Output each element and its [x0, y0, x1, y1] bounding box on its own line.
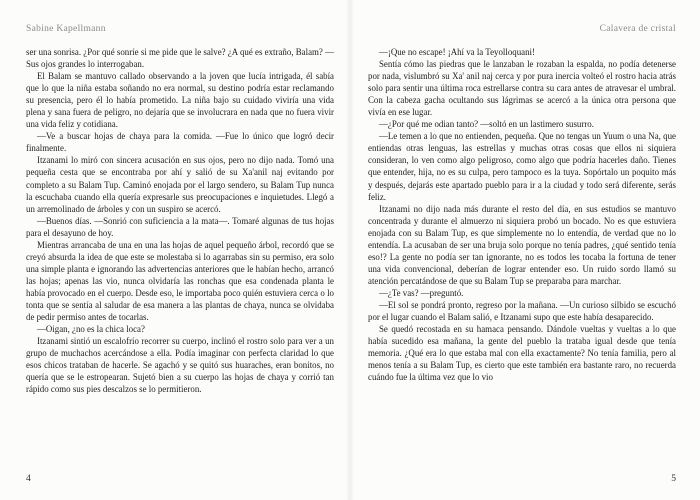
paragraph: Sentía cómo las piedras que le lanzaban le rozaban la espalda, no podía detenerse por nada, vislumbró su Xa' anil naj cerca y por pura inercia volteó el rostro hacia atrás solo para sentir una última roca estrellarse contra su cara antes de atravesar el umbral. Con la cabeza gacha ocultando sus lágrimas se acercó a la única otra persona que vivía en ese lugar. [368, 59, 676, 118]
page-number-right: 5 [671, 474, 676, 484]
right-page [366, 0, 678, 500]
running-head-author: Sabine Kapellmann [26, 24, 106, 34]
paragraph: —Ve a buscar hojas de chaya para la comida. —Fue lo único que logró decir finalmente. [26, 131, 334, 154]
left-page [24, 0, 336, 500]
paragraph: —¿Te vas? —preguntó. [379, 287, 464, 298]
page-number-left: 4 [26, 474, 31, 484]
paragraph: Itzanami no dijo nada más durante el resto del día, en sus estudios se mantuvo concentrada y durante el almuerzo ni siquiera probó un bocado. No es que estuviera enojada con su Balam Tup, es que simplemente no lo entendía, de verdad que no lo entendía. La acusaban de ser una bruja solo porque no tenía padres, ¿qué sentido tenía eso!? La gente no podía ser tan ignorante, no es todos les tocaba la fortuna de tener una vida convencional, deberían de lograr entender eso. Un ruido sordo llamó su atención percatándose de que su Balam Tup se preparaba para marchar. [368, 203, 676, 286]
paragraph: —Buenos días. —Sonrió con suficiencia a la mata—. Tomaré algunas de tus hojas para el desayuno de hoy. [26, 215, 334, 238]
paragraph: —Oigan, ¿no es la chica loca? [37, 324, 145, 335]
paragraph: Itzanami sintió un escalofrío recorrer su cuerpo, inclinó el rostro solo para ver a un grupo de muchachos acercándose a ella. Podía imaginar con perfecta claridad lo que esos chicos trataban de hacerle. Se agachó y se quitó sus huaraches, eran bonitos, no quería que se le estropearan. Sujetó bien a su cuerpo las hojas de chaya y corrió tan rápido como sus pies descalzos se lo permitieron. [26, 336, 334, 395]
left-page-body [26, 46, 334, 395]
paragraph: —¡Que no escape! ¡Ahí va la Teyolloquani! [379, 47, 535, 57]
right-page-body [368, 46, 676, 383]
paragraph: Itzanami lo miró con sincera acusación en sus ojos, pero no dijo nada. Tomó una pequeña cesta que se encontraba por ahí y salió de su Xa'anil naj evitando por completo a su Balam Tup. Caminó enojada por el largo sendero, su Balam Tup nunca la escuchaba cuando ella quería expresarle sus preocupaciones e inquietudes. Llegó a un arremolinado de árboles y con un suspiro se acercó. [26, 155, 334, 214]
paragraph: ser una sonrisa. ¿Por qué sonríe si me pide que le salve? ¿A qué es extraño, Balam? —Sus ojos grandes lo interrogaban. [26, 47, 334, 70]
paragraph: —¿Por qué me odian tanto? —soltó en un lastimero susurro. [379, 119, 594, 130]
paragraph: El Balam se mantuvo callado observando a la joven que lucía intrigada, él sabía que lo que la niña estaba soñando no era normal, su destino podría estar reclamando su presencia, pero él lo había prometido. La niña bajo su cuidado viviría una vida plena y sana fuera de peligro, no dejaría que se involucrara en nada que no fuera vivir una vida feliz y cotidiana. [26, 71, 334, 130]
paragraph: Se quedó recostada en su hamaca pensando. Dándole vueltas y vueltas a lo que había sucedido esa mañana, la gente del pueblo la trataba igual desde que tenía memoria. ¿Qué era lo que estaba mal con ella exactamente? No tenía familia, pero al menos tenía a su Balam Tup, es cierto que este también era bastante raro, no recuerda cuándo fue la última vez que lo vio [368, 324, 676, 383]
running-head-title: Calavera de cristal [599, 24, 676, 34]
paragraph: —Le temen a lo que no entienden, pequeña. Que no tengas un Yuum o una Na, que entiendas otras lenguas, las estrellas y muchas otras cosas que ellos ni siquiera consideran, lo ven como algo peligroso, como algo que podría hacerles daño. Tienes que entender, hija, no es su culpa, pero tampoco es la tuya. Sopórtalo un poquito más y después, dejarás este apartado pueblo para ir a la ciudad y todo será diferente, serás feliz. [368, 131, 676, 202]
book-gutter [346, 0, 354, 500]
paragraph: Mientras arrancaba de una en una las hojas de aquel pequeño árbol, recordó que se creyó absurda la idea de que este se molestaba si lo agarrabas sin su permiso, era solo una simple planta e ignorando las advertencias anteriores que le habían hecho, arrancó las hojas; apenas las vio, nunca olvidaría las ronchas que esa condenada planta le había provocado en el cuerpo. Desde eso, le importaba poco quién estuviera cerca o lo tonta que se sentía al saludar de esa manera a las plantas de chaya, nunca se olvidaba de pedir permiso antes de tocarlas. [26, 239, 334, 323]
paragraph: —El sol se pondrá pronto, regreso por la mañana. —Un curioso silbido se escuchó por el lugar cuando el Balam salió, e Itzanami supo que este había desaparecido. [368, 299, 676, 323]
